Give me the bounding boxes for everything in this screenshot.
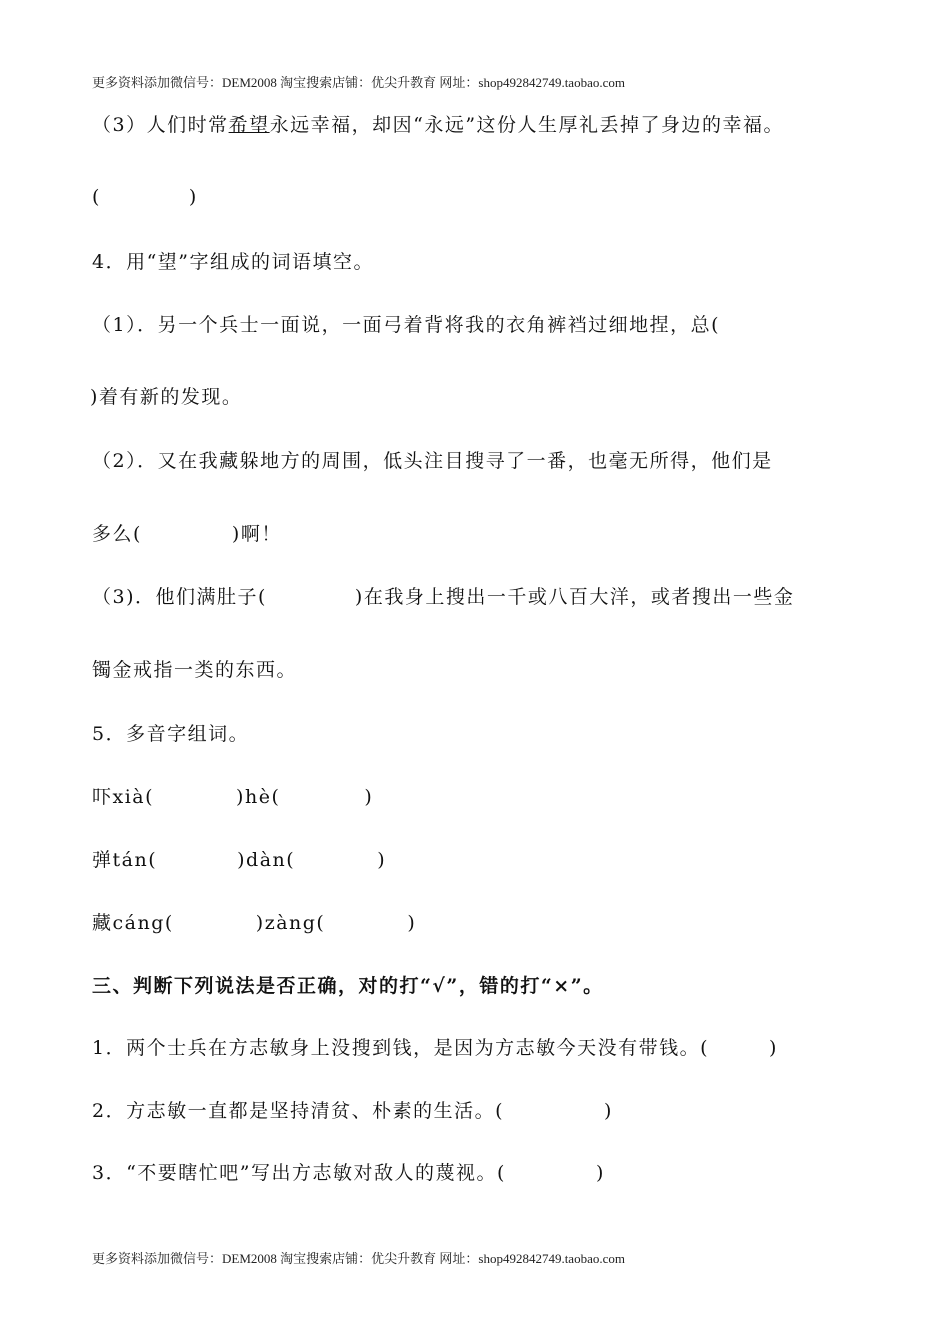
q5-row-tan: 弹tán( )dàn( ) (92, 849, 387, 871)
q4-item3-line1: （3)．他们满肚子( )在我身上搜出一千或八百大洋，或者搜出一些金 (92, 586, 795, 608)
judge-item-3: 3．“不要瞎忙吧”写出方志敏对敌人的蔑视。( ) (92, 1162, 605, 1184)
judge-item-1: 1．两个士兵在方志敏身上没搜到钱，是因为方志敏今天没有带钱。( ) (92, 1037, 778, 1059)
section-3-title: 三、判断下列说法是否正确，对的打“√”，错的打“×”。 (92, 975, 604, 997)
judge-item-2: 2．方志敏一直都是坚持清贫、朴素的生活。( ) (92, 1100, 613, 1122)
q5-row-xia: 吓xià( )hè( ) (92, 786, 374, 808)
q4-item2-line2: 多么( )啊！ (92, 523, 282, 545)
q4-item1-line2: )着有新的发现。 (90, 386, 243, 408)
question-5-title: 5．多音字组词。 (92, 723, 250, 745)
question-3-3 (92, 112, 784, 138)
q3-3-prefix: （3）人们时常 (92, 114, 229, 136)
q4-item3-line2: 镯金戒指一类的东西。 (92, 659, 298, 681)
page-footer: 更多资料添加微信号：DEM2008 淘宝搜索店铺：优尖升教育 网址：shop492842749.taobao.com (92, 1251, 625, 1266)
q4-item1-line1: （1）．另一个兵士一面说，一面弓着背将我的衣角裤裆过细地捏，总( (92, 314, 721, 336)
q5-row-cang: 藏cáng( )zàng( ) (92, 912, 417, 934)
q4-item2-line1: （2）．又在我藏躲地方的周围，低头注目搜寻了一番，也毫无所得，他们是 (92, 450, 773, 472)
q3-3-underlined-word: 希望 (228, 114, 270, 136)
question-4-title: 4．用“望”字组成的词语填空。 (92, 251, 375, 273)
q3-3-suffix: 永远幸福，却因“永远”这份人生厚礼丢掉了身边的幸福。 (269, 114, 785, 136)
q3-3-answer-blank[interactable]: ( ) (92, 186, 198, 208)
page-header: 更多资料添加微信号：DEM2008 淘宝搜索店铺：优尖升教育 网址：shop492842749.taobao.com (92, 75, 625, 90)
